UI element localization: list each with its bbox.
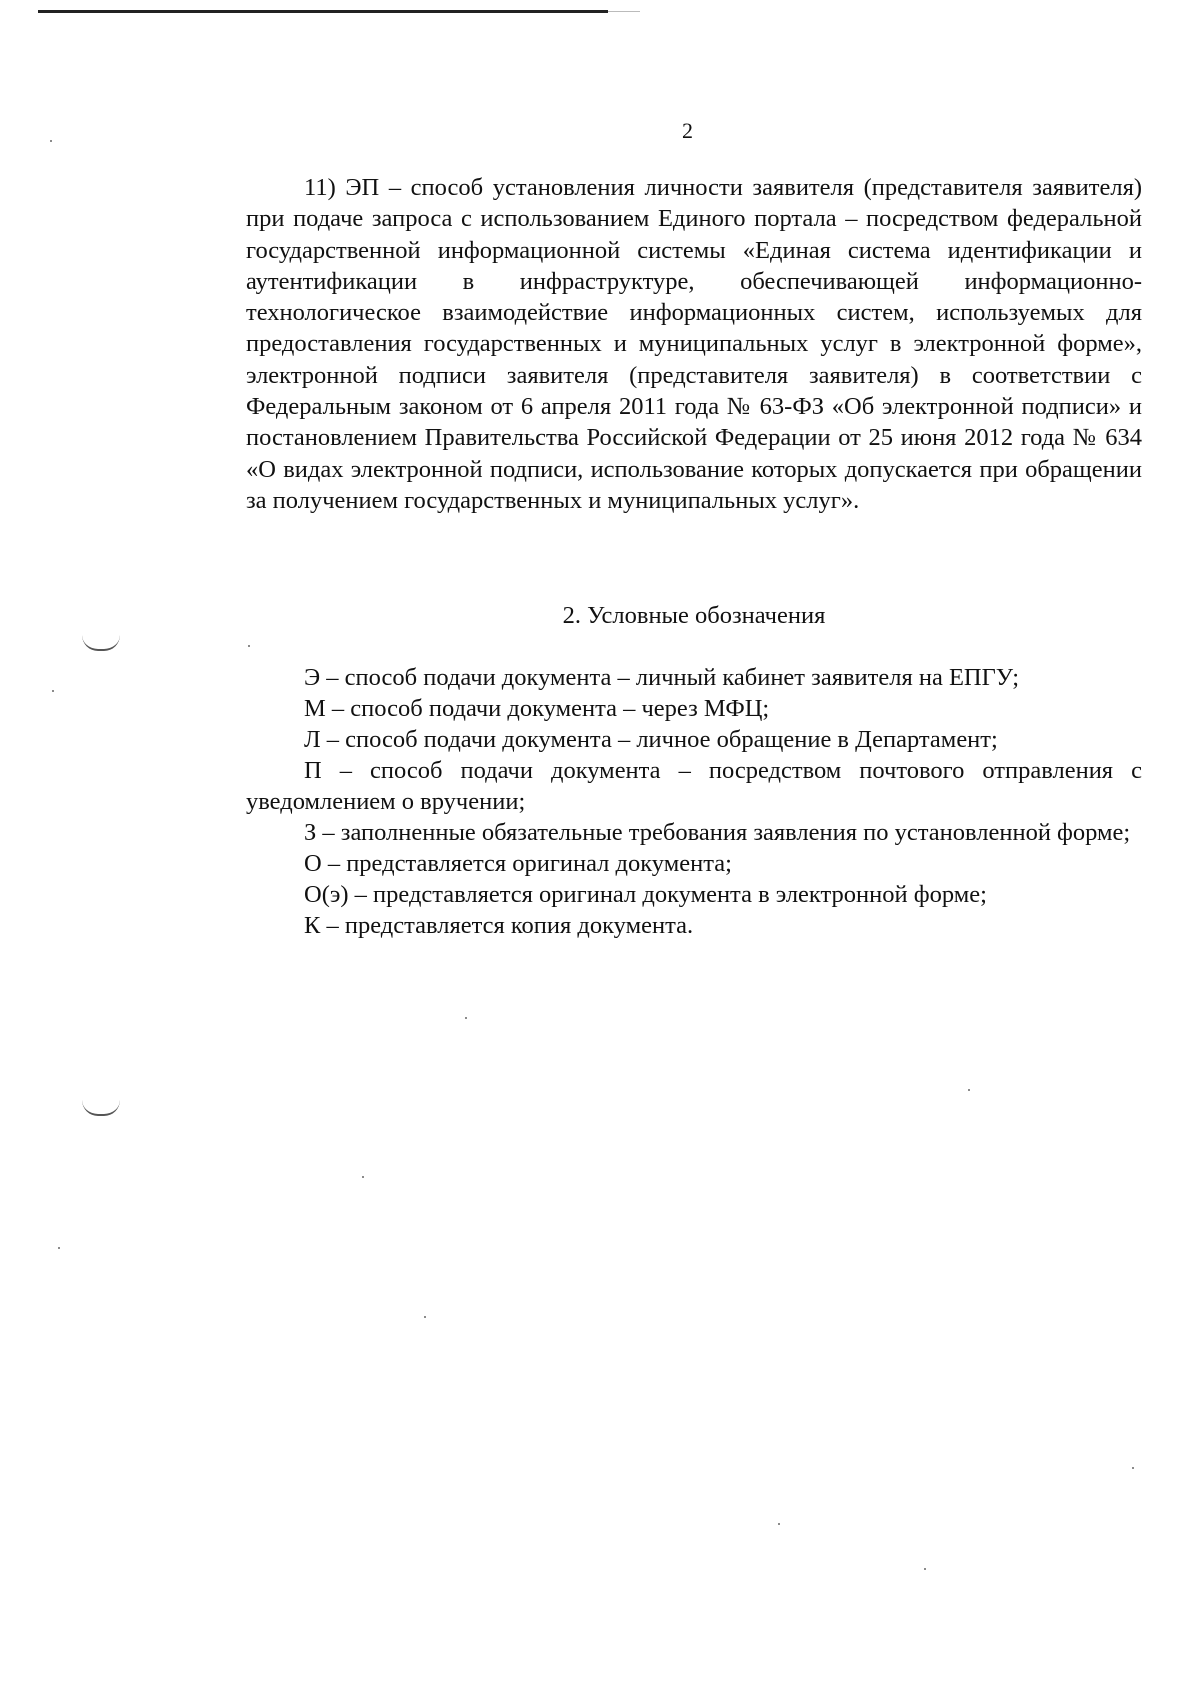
scan-top-edge-line — [38, 10, 608, 13]
definition-paragraph-11: 11) ЭП – способ установления личности заявителя (представителя заявителя) при подаче запроса с использованием Единого портала – посредством федеральной государственной информационной системы «Единая система идентификации и аутентификации в инфраструктуре, обеспечивающей информационно-технологическое взаимодействие информационных систем, используемых для предоставления государственных и муниципальных услуг в электронной форме», электронной подписи заявителя (представителя заявителя) в соответствии с Федеральным законом от 6 апреля 2011 года № 63-ФЗ «Об электронной подписи» и постановлением Правительства Российской Федерации от 25 июня 2012 года № 634 «О видах электронной подписи, использование которых допускается при обращении за получением государственных и муниципальных услуг». — [246, 174, 1142, 514]
scan-speck — [924, 1568, 926, 1570]
scan-speck — [424, 1316, 426, 1318]
scan-speck — [58, 1247, 60, 1249]
legend-item-l: Л – способ подачи документа – личное обращение в Департамент; — [304, 726, 998, 753]
scan-speck — [362, 1176, 364, 1178]
scan-speck — [50, 140, 52, 142]
section-heading: 2. Условные обозначения — [562, 602, 826, 629]
legend-item-p: П – способ подачи документа – посредством почтового отправления с уведомлением о вручении; — [246, 757, 1142, 815]
page-number: 2 — [682, 118, 693, 143]
legend-list — [246, 662, 1142, 941]
scan-speck — [52, 690, 54, 692]
binder-hole-mark-upper — [82, 635, 120, 651]
legend-item-e: Э – способ подачи документа – личный кабинет заявителя на ЕПГУ; — [304, 664, 1019, 691]
legend-item-z: З – заполненные обязательные требования заявления по установленной форме; — [304, 819, 1131, 846]
scan-speck — [778, 1523, 780, 1525]
scan-top-edge-faint — [608, 11, 640, 12]
scan-speck — [248, 645, 250, 647]
scan-speck — [465, 1017, 467, 1019]
legend-item-o: О – представляется оригинал документа; — [304, 850, 732, 877]
scan-speck — [1132, 1467, 1134, 1469]
legend-item-oe: О(э) – представляется оригинал документа в электронной форме; — [304, 881, 987, 908]
legend-item-k: К – представляется копия документа. — [304, 912, 694, 939]
legend-item-m: М – способ подачи документа – через МФЦ; — [304, 695, 770, 722]
scan-speck — [968, 1089, 970, 1091]
binder-hole-mark-lower — [82, 1100, 120, 1116]
